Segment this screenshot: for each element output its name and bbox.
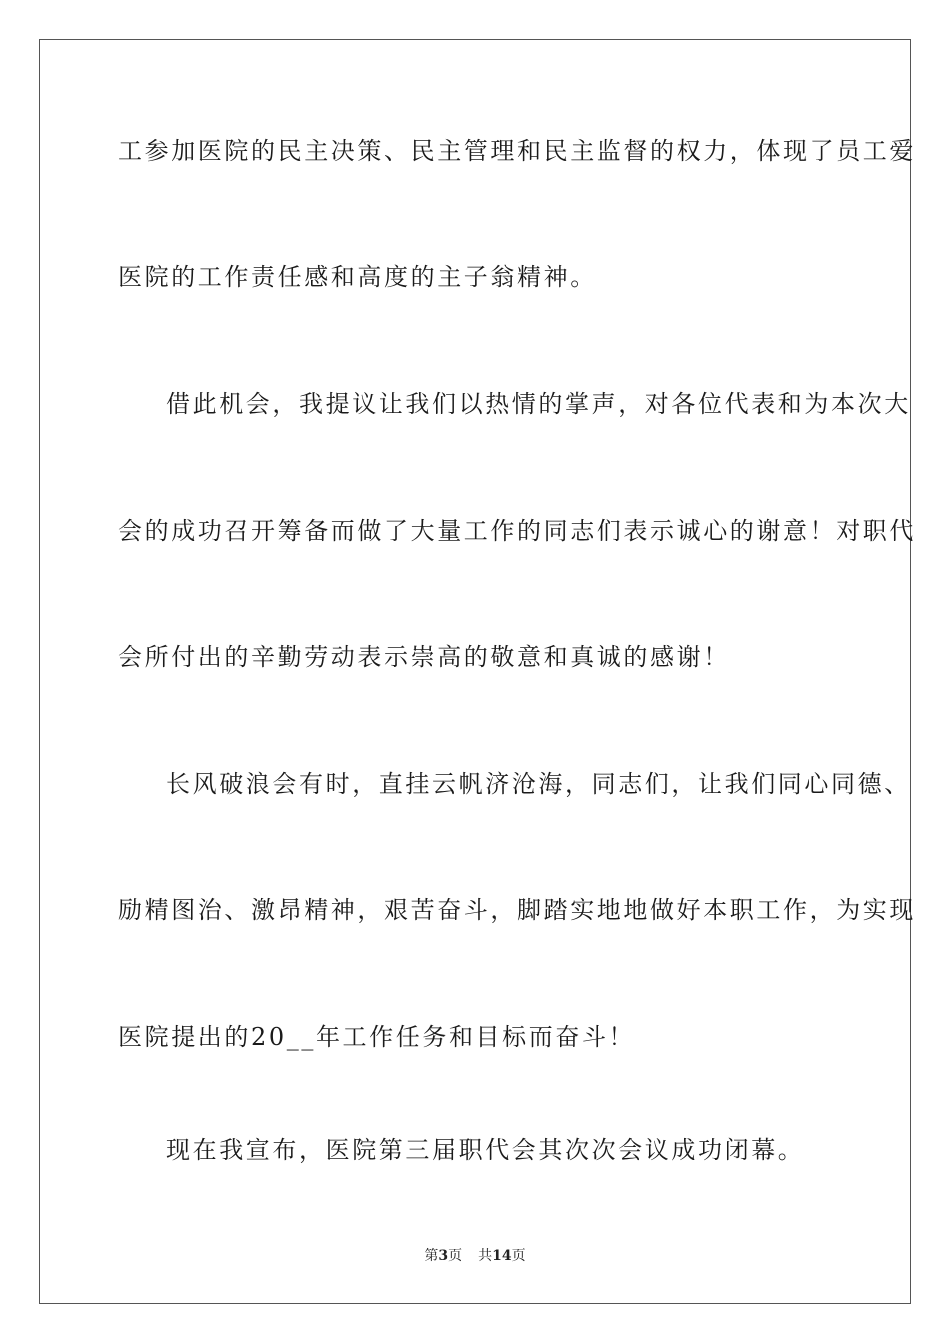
body-line-5: 会所付出的辛勤劳动表示崇高的敬意和真诚的感谢！ <box>118 643 730 671</box>
body-line-2: 医院的工作责任感和高度的主子翁精神。 <box>118 263 597 291</box>
body-line-4: 会的成功召开筹备而做了大量工作的同志们表示诚心的谢意！对职代 <box>118 517 916 545</box>
total-pages: 14 <box>492 1248 512 1264</box>
total-suffix: 页 <box>511 1248 526 1264</box>
page-suffix: 页 <box>448 1248 463 1264</box>
body-line-3: 借此机会，我提议让我们以热情的掌声，对各位代表和为本次大 <box>166 390 911 418</box>
page-footer <box>0 1247 950 1265</box>
body-line-6: 长风破浪会有时，直挂云帆济沧海，同志们，让我们同心同德、 <box>166 770 911 798</box>
body-line-9: 现在我宣布，医院第三届职代会其次次会议成功闭幕。 <box>166 1136 805 1164</box>
body-line-7: 励精图治、激昂精神，艰苦奋斗，脚踏实地地做好本职工作，为实现 <box>118 896 916 924</box>
page-prefix: 第 <box>424 1248 439 1264</box>
total-prefix: 共 <box>478 1248 493 1264</box>
body-line-8: 医院提出的20__年工作任务和目标而奋斗！ <box>118 1023 636 1051</box>
page-number: 3 <box>438 1248 449 1264</box>
body-line-1: 工参加医院的民主决策、民主管理和民主监督的权力，体现了员工爱 <box>118 137 916 165</box>
